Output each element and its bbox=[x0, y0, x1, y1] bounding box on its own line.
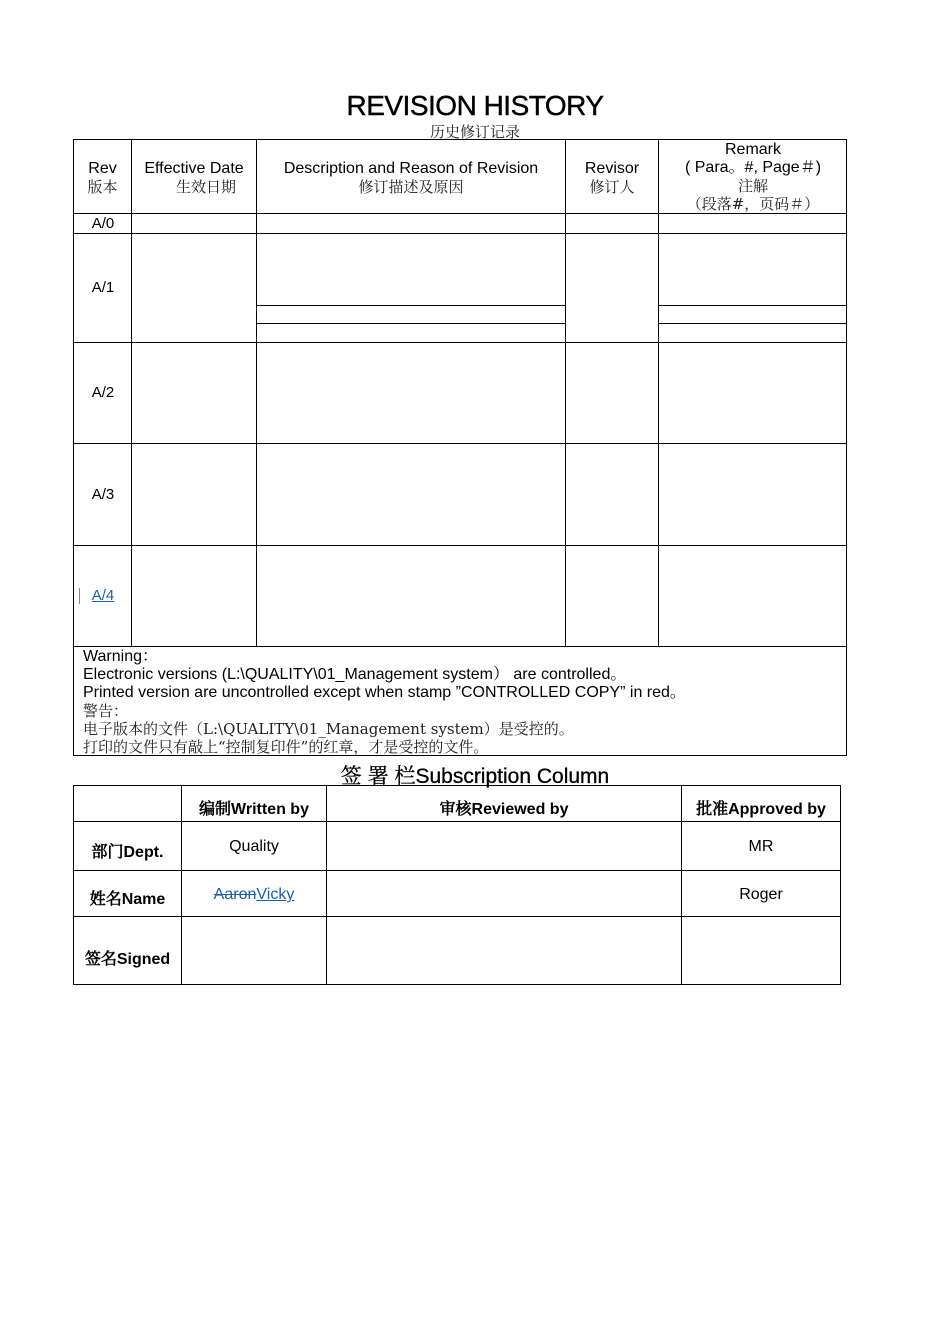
header-revisor-cn: 修订人 bbox=[589, 178, 635, 196]
name-written bbox=[182, 886, 326, 904]
row-subdivider bbox=[658, 305, 847, 306]
header-rev bbox=[74, 160, 131, 196]
row-divider bbox=[73, 443, 847, 444]
row-subdivider bbox=[256, 323, 565, 324]
name-written-inserted[interactable]: Vicky bbox=[256, 886, 295, 903]
warning-heading-cn: 警告： bbox=[83, 702, 129, 720]
header-revisor-en: Revisor bbox=[584, 160, 640, 177]
header-rev-en: Rev bbox=[88, 160, 117, 177]
header-divider bbox=[73, 213, 847, 214]
header-rev-cn: 版本 bbox=[87, 178, 118, 196]
warning-electronic-cn: 电子版本的文件（L:\QUALITY\01_Management system）是受控的。 bbox=[83, 720, 574, 738]
rev-a0: A/0 bbox=[91, 215, 115, 232]
header-desc-en: Description and Reason of Revision bbox=[283, 160, 539, 177]
dept-written: Quality bbox=[229, 838, 279, 855]
rev-a3: A/3 bbox=[91, 486, 115, 503]
page-subtitle: 历史修订记录 bbox=[429, 123, 520, 141]
col-reviewed-by: 审核Reviewed by bbox=[439, 801, 569, 818]
row-divider bbox=[73, 545, 847, 546]
row-signed: 签名Signed bbox=[84, 951, 171, 968]
col-approved-by: 批准Approved by bbox=[696, 801, 826, 818]
header-revisor bbox=[566, 160, 658, 196]
col-divider-desc bbox=[565, 139, 566, 647]
header-date-cn: 生效日期 bbox=[175, 178, 236, 196]
header-desc-cn: 修订描述及原因 bbox=[358, 178, 464, 196]
row-divider bbox=[73, 342, 847, 343]
header-remark-en2: ( Para。#, Page＃) bbox=[684, 159, 822, 176]
warning-printed-cn: 打印的文件只有敲上“控制复印件”的红章，才是受控的文件。 bbox=[83, 738, 489, 756]
col-divider-date bbox=[256, 139, 257, 647]
warning-heading: Warning： bbox=[83, 648, 158, 665]
row-divider bbox=[73, 233, 847, 234]
header-remark-en: Remark bbox=[724, 141, 781, 158]
header-remark bbox=[659, 141, 847, 213]
row-subdivider bbox=[256, 305, 565, 306]
header-date-en: Effective Date bbox=[144, 160, 244, 177]
header-effective-date bbox=[132, 160, 256, 196]
rev-a2: A/2 bbox=[91, 384, 115, 401]
subscription-title: 签 署 栏Subscription Column bbox=[340, 765, 610, 788]
row-dept: 部门Dept. bbox=[91, 844, 164, 861]
warning-printed: Printed version are uncontrolled except when stamp ”CONTROLLED COPY” in red。 bbox=[83, 684, 686, 701]
name-approved: Roger bbox=[739, 886, 783, 903]
row-divider bbox=[73, 646, 847, 647]
sub-row-divider bbox=[73, 916, 841, 917]
dept-approved: MR bbox=[748, 838, 774, 855]
revision-table-border bbox=[73, 139, 847, 756]
rev-a4-link[interactable]: A/4 bbox=[91, 587, 115, 604]
header-description bbox=[257, 160, 565, 196]
row-name: 姓名Name bbox=[89, 891, 166, 908]
col-divider-revisor bbox=[658, 139, 659, 647]
sub-row-divider bbox=[73, 821, 841, 822]
rev-a1: A/1 bbox=[91, 279, 115, 296]
page-title: REVISION HISTORY bbox=[346, 90, 604, 121]
sub-row-divider bbox=[73, 870, 841, 871]
warning-electronic: Electronic versions (L:\QUALITY\01_Management system） are controlled。 bbox=[83, 666, 627, 683]
row-subdivider bbox=[658, 323, 847, 324]
header-remark-cn: 注解 bbox=[737, 177, 768, 195]
header-remark-cn2: （段落#，页码＃） bbox=[686, 195, 820, 213]
name-written-deleted: Aaron bbox=[213, 886, 257, 903]
col-written-by: 编制Written by bbox=[199, 801, 309, 818]
